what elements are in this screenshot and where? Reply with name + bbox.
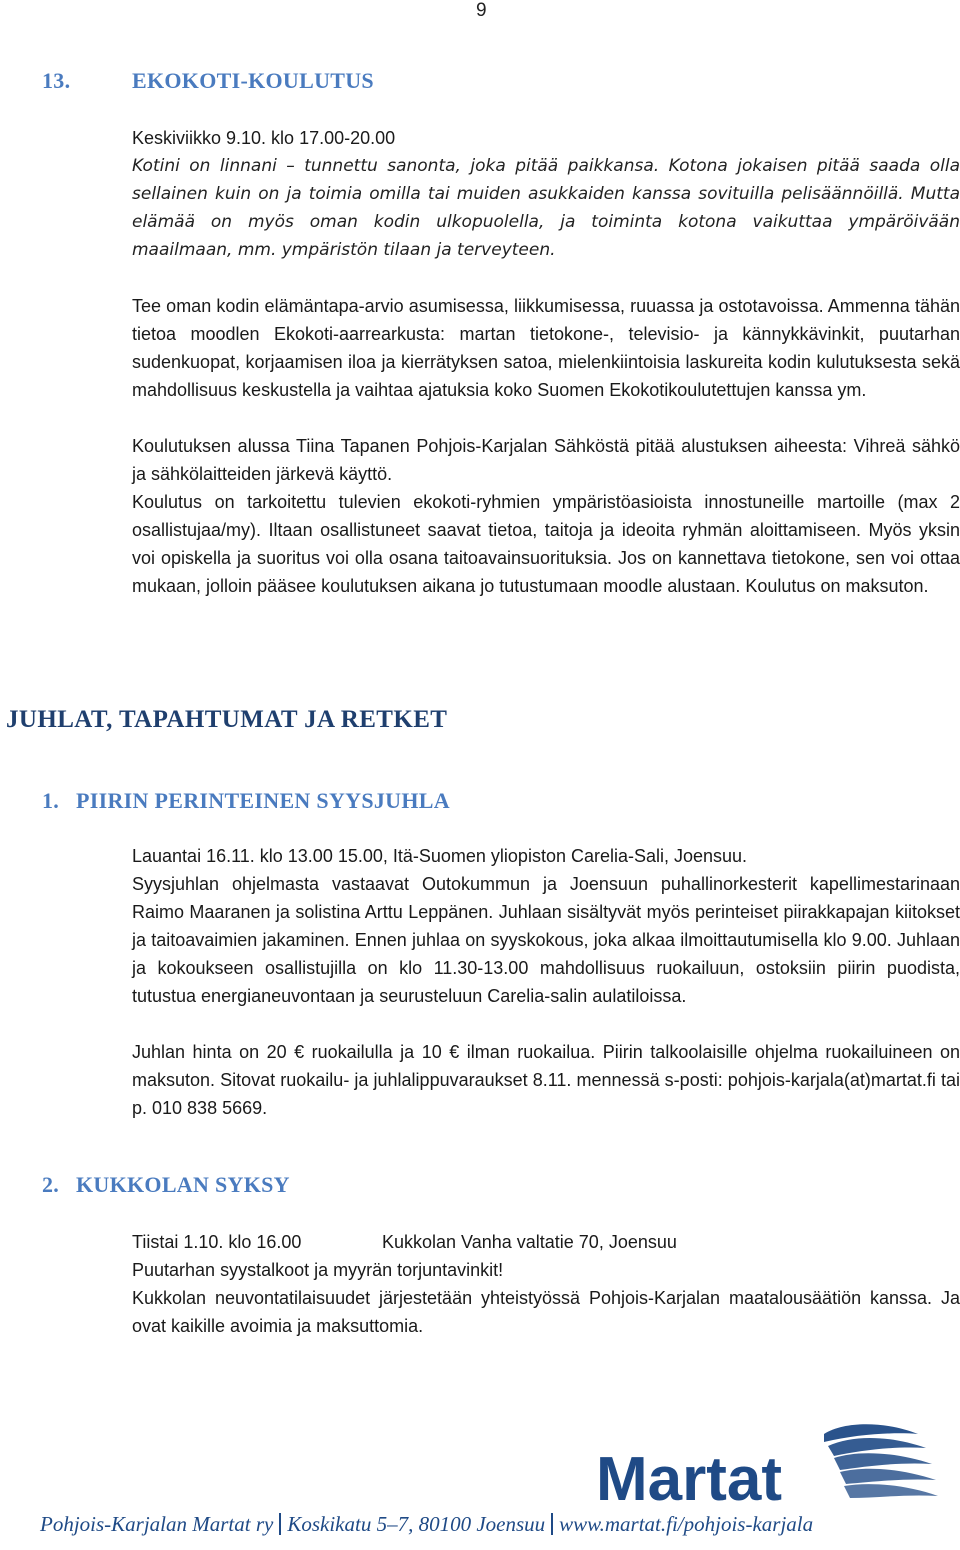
martat-logo — [596, 1420, 942, 1520]
intro-paragraph: Kotini on linnani – tunnettu sanonta, joka pitää paikkansa. Kotona jokaisen pitää saada olla sellainen kuin on ja toimia omilla tai muiden asukkaiden kanssa sovituilla pelisäännöillä. Mutta elämää on myös oman kodin ulkopuolella, ja toiminta kotona vaikuttaa ympäröivään maailmaan, mm. ympäristön tilaan ja terveyteen. — [132, 156, 960, 260]
page-number: 9 — [476, 0, 487, 21]
section-number: 1. — [42, 788, 60, 813]
section-heading-syysjuhla — [42, 788, 450, 814]
martat-logo-graphic — [596, 1420, 942, 1520]
section-heading-kukkola — [42, 1172, 290, 1198]
ekokoti-body — [132, 124, 960, 600]
footer-web-link[interactable]: www.martat.fi/pohjois-karjala — [559, 1512, 814, 1536]
section-title: KUKKOLAN SYKSY — [76, 1172, 290, 1197]
paragraph: Syysjuhlan ohjelmasta vastaavat Outokummun ja Joensuun puhallinorkesterit kapellimestarinaan Raimo Maaranen ja solistina Arttu Leppänen. Juhlaan sisältyvät myös perinteiset piirakkapajan kiitokset ja taitoavaimien jakaminen. Ennen juhlaa on syyskokous, joka alkaa ilmoittautumisella klo 9.00. Juhlaan ja kokoukseen osallistujilla on klo 11.30-13.00 mahdollisuus ruokailuun, ostoksiin piirin puodista, tutustua energianeuvontaan ja seurusteluun Carelia-salin aulatiloissa. — [132, 874, 960, 1006]
kukkola-body — [132, 1228, 960, 1340]
event-date-row — [132, 1228, 960, 1256]
footer-org: Pohjois-Karjalan Martat ry — [40, 1512, 274, 1536]
section-number: 2. — [42, 1172, 60, 1197]
paragraph: Tee oman kodin elämäntapa-arvio asumisessa, liikkumisessa, ruuassa ja ostotavoissa. Ammenna tähän tietoa moodlen Ekokoti-aarrearkusta: martan tietokone-, televisio- ja kännykkävinkit, puutarhan sudenkuopat, korjaamisen iloa ja kierrätyksen satoa, mielenkiintoisia laskureita kodin kulutuksesta sekä mahdollisuus keskustella ja vaihtaa ajatuksia koko Suomen Ekokotikoulutettujen kanssa ym. — [132, 296, 960, 400]
paragraph: Kukkolan neuvontatilaisuudet järjestetään yhteistyössä Pohjois-Karjalan maatalousäätiön kanssa. Ja ovat kaikille avoimia ja maksuttomia. — [132, 1288, 960, 1336]
footer-contact — [40, 1512, 940, 1537]
footer-separator — [551, 1513, 553, 1535]
logo-text: Martat — [596, 1445, 783, 1514]
section-heading-ekokoti — [42, 68, 374, 94]
event-date: Lauantai 16.11. klo 13.00 15.00, Itä-Suomen yliopiston Carelia-Sali, Joensuu. — [132, 846, 748, 866]
event-date: Tiistai 1.10. klo 16.00 — [132, 1232, 302, 1252]
paragraph: Juhlan hinta on 20 € ruokailulla ja 10 € ilman ruokailua. Piirin talkoolaisille ohjelma ruokailuineen on maksuton. Sitovat ruokailu- ja juhlalippuvaraukset 8.11. mennessä s-posti: pohjois-karjala(at)martat.fi tai p. 010 838 5669. — [132, 1042, 960, 1118]
paragraph: Puutarhan syystalkoot ja myyrän torjuntavinkit! — [132, 1260, 504, 1280]
section-title: EKOKOTI-KOULUTUS — [132, 68, 374, 93]
syysjuhla-body — [132, 842, 960, 1122]
event-date: Keskiviikko 9.10. klo 17.00-20.00 — [132, 128, 396, 148]
footer-address: Koskikatu 5–7, 80100 Joensuu — [287, 1512, 546, 1536]
paragraph: Koulutuksen alussa Tiina Tapanen Pohjois-Karjalan Sähköstä pitää alustuksen aiheesta: Vihreä sähkö ja sähkölaitteiden järkevä käyttö. — [132, 436, 960, 484]
section-title: PIIRIN PERINTEINEN SYYSJUHLA — [76, 788, 450, 813]
main-heading: JUHLAT, TAPAHTUMAT JA RETKET — [6, 706, 448, 733]
paragraph: Koulutus on tarkoitettu tulevien ekokoti-ryhmien ympäristöasioista innostuneille martoille (max 2 osallistujaa/my). Iltaan osallistuneet saavat tietoa, taitoja ja ideoita ryhmän aloittamiseen. Myös yksin voi opiskella ja suoritus voi olla osana taitoavainsuorituksia. Jos on kannettava tietokone, sen voi ottaa mukaan, jolloin pääsee koulutuksen aikana jo tutustumaan moodle alustaan. Koulutus on maksuton. — [132, 492, 960, 596]
footer-separator — [279, 1513, 281, 1535]
event-place: Kukkolan Vanha valtatie 70, Joensuu — [382, 1232, 677, 1252]
section-number: 13. — [42, 68, 71, 93]
